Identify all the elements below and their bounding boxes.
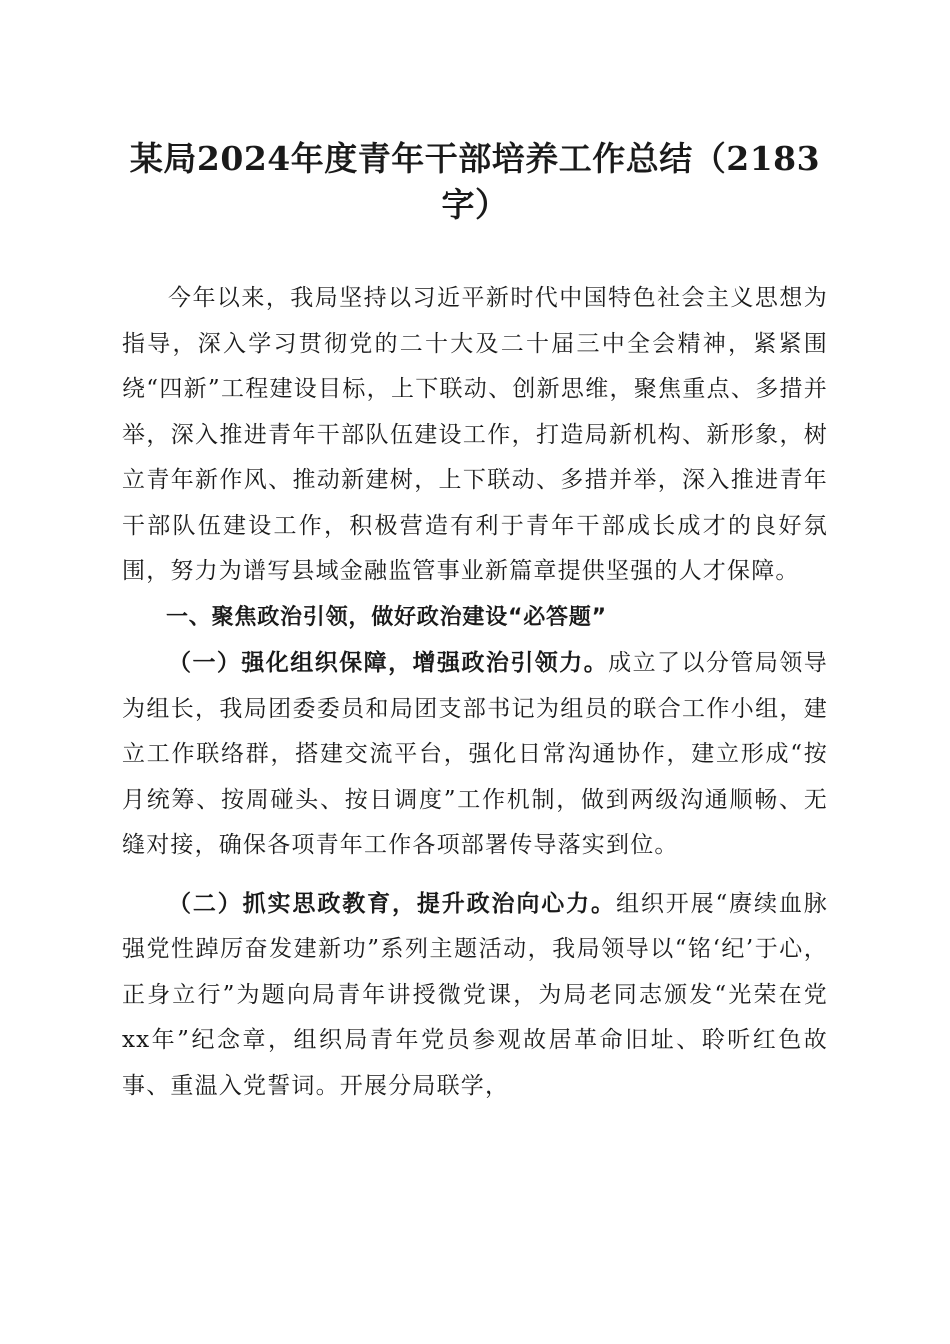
subsection-text-2: 组织开展“赓续血脉强党性踔厉奋发建新功”系列主题活动，我局领导以“铭‘纪’于心，正身立行”为题向局青年讲授微党课，为局老同志颁发“光荣在党xx年”纪念章，组织局青年党员参观故居革命旧址、聆听红色故事、重温入党誓词。开展分局联学， <box>122 890 828 1099</box>
subsection-lead-1: （一）强化组织保障，增强政治引领力。 <box>168 649 609 676</box>
subsection-paragraph-1 <box>122 640 828 869</box>
document-body <box>122 276 828 1109</box>
intro-paragraph: 今年以来，我局坚持以习近平新时代中国特色社会主义思想为指导，深入学习贯彻党的二十大及二十届三中全会精神，紧紧围绕“四新”工程建设目标，上下联动、创新思维，聚焦重点、多措并举，深入推进青年干部队伍建设工作，打造局新机构、新形象，树立青年新作风、推动新建树，上下联动、多措并举，深入推进青年干部队伍建设工作，积极营造有利于青年干部成长成才的良好氛围，努力为谱写县域金融监管事业新篇章提供坚强的人才保障。 <box>122 285 828 584</box>
subsection-paragraph-2 <box>122 881 828 1110</box>
subsection-text-1: 成立了以分管局领导为组长，我局团委委员和局团支部书记为组员的联合工作小组，建立工作联络群，搭建交流平台，强化日常沟通协作，建立形成“按月统筹、按周碰头、按日调度”工作机制，做到两级沟通顺畅、无缝对接，确保各项青年工作各项部署传导落实到位。 <box>122 650 828 858</box>
section-heading-1: 一、聚焦政治引领，做好政治建设“必答题” <box>166 604 607 630</box>
subsection-lead-2: （二）抓实思政教育，提升政治向心力。 <box>168 889 616 917</box>
document-title: 某局2024年度青年干部培养工作总结（2183字） <box>129 139 821 224</box>
